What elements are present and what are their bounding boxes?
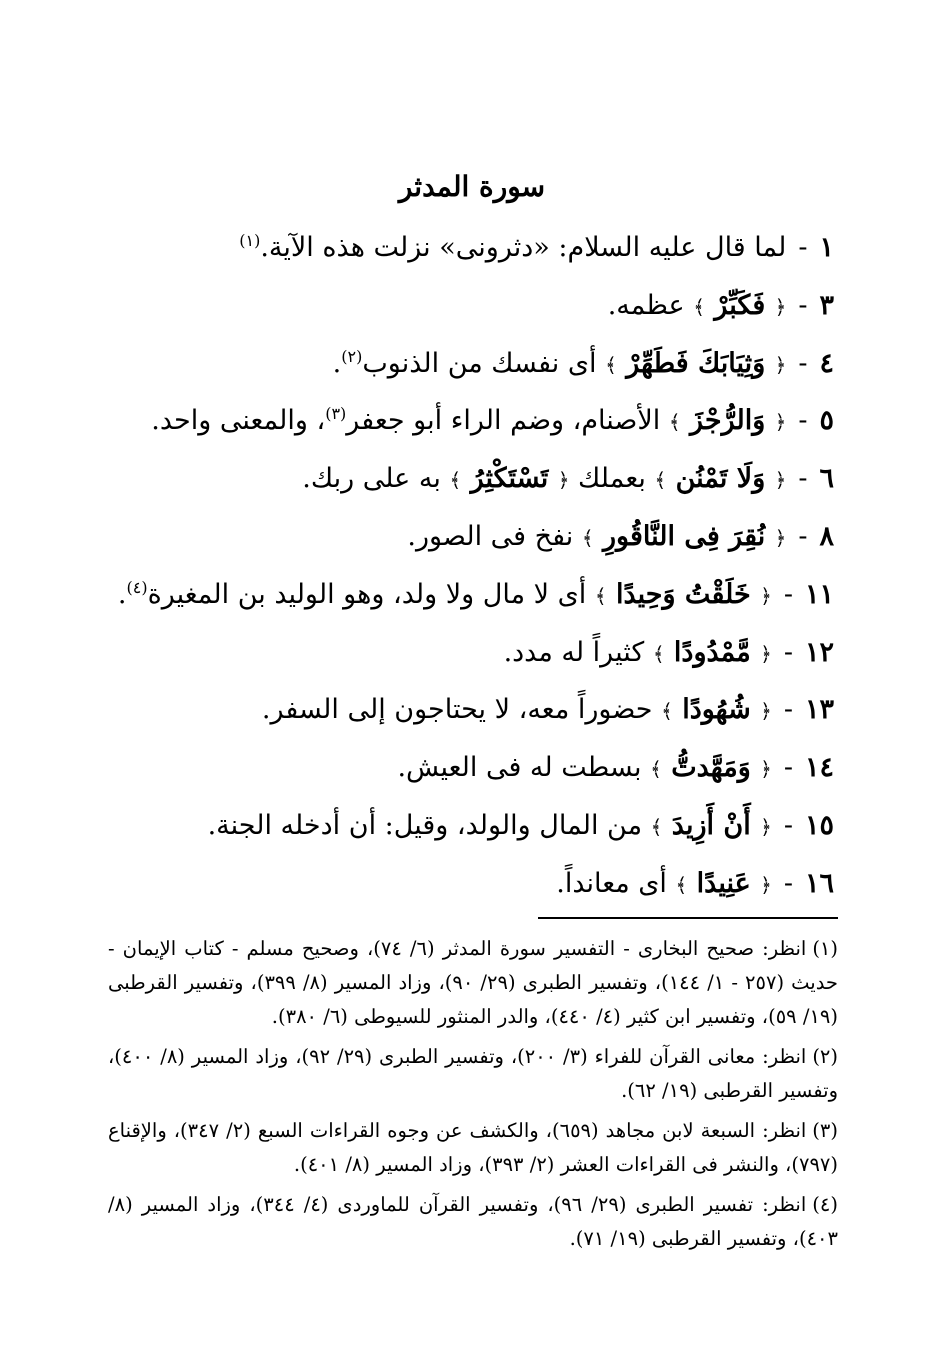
ornament-close-icon: ﴾ xyxy=(661,699,673,724)
verse-text: أَنْ أَزِيدَ xyxy=(662,809,761,841)
entry-row xyxy=(94,688,834,746)
entry-dash: - xyxy=(798,347,808,379)
entry-dash: - xyxy=(798,405,808,437)
verse-text: وَمَهَّدتُّ xyxy=(661,752,761,784)
entry-number: ٣ xyxy=(819,289,834,321)
ornament-close-icon: ﴾ xyxy=(654,468,667,493)
entry-number: ١١ xyxy=(804,578,834,610)
entry-text: . xyxy=(117,578,127,610)
ornament-open-icon: ﴿ xyxy=(774,525,787,550)
entry-dash: - xyxy=(798,232,808,263)
quran-verse xyxy=(449,463,569,494)
ornament-close-icon: ﴾ xyxy=(668,410,681,435)
ornament-close-icon: ﴾ xyxy=(650,814,663,839)
entry-number: ١٢ xyxy=(804,636,834,668)
ornament-close-icon: ﴾ xyxy=(605,352,617,377)
entry-text: . xyxy=(332,347,342,379)
quran-verse xyxy=(582,521,787,552)
footnote-marker: (١) xyxy=(812,937,839,960)
entry-text: الأصنام، وضم الراء أبو جعفر xyxy=(346,405,661,437)
footnote-text: انظر: السبعة لابن مجاهد (٦٥٩)، والكشف عن وجوه القراءات السبع (٢/ ٣٤٧)، والإقناع (٧٩٧)، والنشر فى القراءات العشر (٢/ ٣٩٣)، وزاد المسير (٨/ ٤٠١). xyxy=(108,1119,838,1176)
quran-verse xyxy=(653,637,772,668)
entry-number: ٦ xyxy=(819,463,834,495)
entry-row xyxy=(94,342,834,400)
ornament-open-icon: ﴿ xyxy=(760,872,772,897)
footnote-divider xyxy=(538,917,838,919)
ornament-open-icon: ﴿ xyxy=(774,352,787,377)
entry-dash: - xyxy=(798,289,808,321)
entry-text: نفخ فى الصور. xyxy=(407,520,574,552)
entry-row xyxy=(94,862,834,920)
entry-text: ، والمعنى واحد. xyxy=(151,405,326,437)
entry-number: ١٤ xyxy=(804,752,834,784)
entry-number: ١٥ xyxy=(804,809,834,841)
entry-dash: - xyxy=(783,752,793,784)
entry-row xyxy=(94,746,834,804)
entry-row xyxy=(94,457,834,515)
entry-number: ٤ xyxy=(819,347,834,379)
verse-text: شُهُودًا xyxy=(672,694,761,726)
ornament-close-icon: ﴾ xyxy=(693,294,705,319)
quran-verse xyxy=(693,290,786,321)
entry-number: ١ xyxy=(819,232,834,263)
entries-list xyxy=(94,226,834,920)
ornament-open-icon: ﴿ xyxy=(760,814,772,839)
footnote-reference: (١) xyxy=(239,231,261,250)
verse-text: نُقِرَ فِى النَّاقُورِ xyxy=(593,520,775,552)
ornament-close-icon: ﴾ xyxy=(675,872,688,897)
entry-number: ١٣ xyxy=(804,694,834,726)
footnote-marker: (٣) xyxy=(812,1119,838,1142)
quran-verse xyxy=(595,579,772,610)
entry-text: من المال والولد، وقيل: أن أدخله الجنة. xyxy=(207,809,643,841)
ornament-open-icon: ﴿ xyxy=(760,757,772,782)
ornament-close-icon: ﴾ xyxy=(594,583,607,608)
verse-text: وَلَا تَمْنُن xyxy=(666,463,775,495)
ornament-open-icon: ﴿ xyxy=(774,468,787,493)
footnote xyxy=(108,932,838,1034)
ornament-open-icon: ﴿ xyxy=(557,468,570,493)
verse-text: عَنِيدًا xyxy=(687,867,761,899)
footnote xyxy=(108,1114,838,1182)
footnote-marker: (٤) xyxy=(812,1193,838,1216)
entry-number: ٥ xyxy=(819,405,834,437)
ornament-open-icon: ﴿ xyxy=(760,641,772,666)
ornament-open-icon: ﴿ xyxy=(774,294,787,319)
ornament-close-icon: ﴾ xyxy=(581,525,594,550)
footnote-reference: (٢) xyxy=(341,346,363,366)
entry-number: ١٦ xyxy=(804,867,834,899)
quran-verse xyxy=(605,348,786,379)
quran-verse xyxy=(676,868,772,899)
entry-text: لما قال عليه السلام: «دثرونى» نزلت هذه الآية xyxy=(268,232,787,263)
footnote xyxy=(108,1188,838,1256)
quran-verse xyxy=(651,810,772,841)
entry-dash: - xyxy=(798,463,808,495)
entry-row xyxy=(94,399,834,457)
entry-row xyxy=(94,573,834,631)
page-title: سورة المدثر xyxy=(398,170,546,203)
entry-row xyxy=(94,631,834,689)
footnote-marker: (٢) xyxy=(812,1045,839,1068)
verse-text: فَكَبِّرْ xyxy=(704,289,775,321)
entry-dash: - xyxy=(783,636,793,668)
entry-row xyxy=(94,226,834,284)
footnote-reference: (٣) xyxy=(325,404,347,424)
entry-dash: - xyxy=(783,694,793,726)
ornament-close-icon: ﴾ xyxy=(652,641,665,666)
ornament-open-icon: ﴿ xyxy=(760,583,772,608)
footnotes-list xyxy=(108,932,838,1262)
verse-text: خَلَقْتُ وَحِيدًا xyxy=(606,578,761,610)
entry-row xyxy=(94,515,834,573)
footnote-reference: (٤) xyxy=(126,577,148,597)
entry-number: ٨ xyxy=(819,520,834,552)
verse-text: وَالرُّجْزَ xyxy=(680,405,775,437)
quran-verse xyxy=(661,694,772,725)
entry-text: بعملك xyxy=(578,463,646,495)
entry-text: عظمه. xyxy=(607,289,685,321)
entry-dash: - xyxy=(783,809,793,841)
quran-verse xyxy=(650,752,772,783)
ornament-close-icon: ﴾ xyxy=(650,757,662,782)
quran-verse xyxy=(654,463,786,494)
entry-text: بسطت له فى العيش. xyxy=(397,752,642,784)
verse-text: وَثِيَابَكَ فَطَهِّرْ xyxy=(616,347,775,379)
entry-row xyxy=(94,284,834,342)
quran-verse xyxy=(669,405,787,436)
footnote xyxy=(108,1040,838,1108)
footnote-text: انظر: صحيح البخارى - التفسير سورة المدثر (٦/ ٧٤)، وصحيح مسلم - كتاب الإيمان - حديث (٢٥٧ - ١/ ١٤٤)، وتفسير الطبرى (٢٩/ ٩٠)، وزاد المسير (٨/ ٣٩٩)، وتفسير القرطبى (١٩/ ٥٩)، وتفسير ابن كثير (٤/ ٤٤٠)، والدر المنثور للسيوطى (٦/ ٣٨٠). xyxy=(108,937,838,1028)
verse-text: تَسْتَكْثِرُ xyxy=(461,463,558,495)
entry-text: أى نفسك من الذنوب xyxy=(362,347,597,379)
footnote-text: انظر: تفسير الطبرى (٢٩/ ٩٦)، وتفسير القرآن للماوردى (٤/ ٣٤٤)، وزاد المسير (٨/ ٤٠٣)، وتفسير القرطبى (١٩/ ٧١). xyxy=(108,1193,838,1250)
entry-dash: - xyxy=(798,520,808,552)
entry-text: أى معانداً. xyxy=(556,867,667,899)
verse-text: مَّمْدُودًا xyxy=(664,636,761,668)
entry-text: أى لا مال ولا ولد، وهو الوليد بن المغيرة xyxy=(147,578,587,610)
entry-text: كثيراً له مدد. xyxy=(503,636,645,668)
entry-dash: - xyxy=(783,867,793,899)
entry-text: . xyxy=(260,232,269,263)
entry-row xyxy=(94,804,834,862)
ornament-open-icon: ﴿ xyxy=(774,410,787,435)
entry-dash: - xyxy=(783,578,793,610)
entry-text: به على ربك. xyxy=(302,463,441,495)
footnote-text: انظر: معانى القرآن للفراء (٣/ ٢٠٠)، وتفسير الطبرى (٢٩/ ٩٢)، وزاد المسير (٨/ ٤٠٠)، وتفسير القرطبى (١٩/ ٦٢). xyxy=(108,1045,838,1102)
ornament-close-icon: ﴾ xyxy=(449,468,462,493)
ornament-open-icon: ﴿ xyxy=(760,699,772,724)
entry-text: حضوراً معه، لا يحتاجون إلى السفر. xyxy=(261,694,653,726)
